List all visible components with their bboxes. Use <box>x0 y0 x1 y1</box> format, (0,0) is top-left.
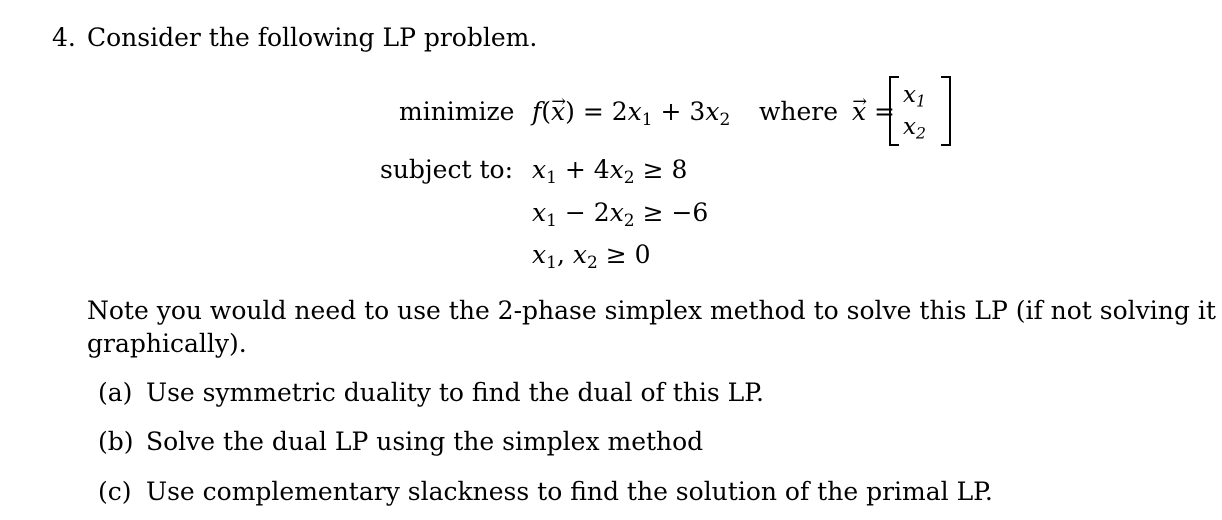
left-bracket <box>889 76 899 146</box>
objective-function: $f(\to x) = 2x_1 + 3x_2$ <box>532 96 730 128</box>
problem-intro: Consider the following LP problem. <box>87 23 538 52</box>
x-vector-matrix <box>889 76 951 144</box>
note-line-2: graphically). <box>87 329 247 358</box>
part-c-text: Use complementary slackness to find the solution of the primal LP. <box>146 477 993 506</box>
minimize-label: minimize <box>399 97 515 126</box>
matrix-entry-x1: $x_1$ <box>903 82 926 111</box>
right-bracket <box>941 76 951 146</box>
subject-to-label: subject to: <box>380 155 513 184</box>
note-line-1: Note you would need to use the 2-phase simplex method to solve this LP (if not solving it <box>87 296 1216 325</box>
problem-number: 4. <box>52 23 76 52</box>
constraint-2: $x_1 - 2x_2 \ge -6$ <box>532 198 709 231</box>
constraint-1: $x_1 + 4x_2 \ge 8$ <box>532 155 688 188</box>
constraint-3: $x_1$, $x_2 \ge 0$ <box>532 240 651 273</box>
matrix-entry-x2: $x_2$ <box>903 114 926 143</box>
part-b-text: Solve the dual LP using the simplex method <box>146 427 704 456</box>
where-label: where <box>759 97 839 126</box>
part-a-label: (a) <box>98 378 133 407</box>
part-b-label: (b) <box>98 427 134 456</box>
part-c-label: (c) <box>98 477 132 506</box>
part-a-text: Use symmetric duality to find the dual of this LP. <box>146 378 764 407</box>
x-vector-lhs: → x = <box>852 96 895 128</box>
